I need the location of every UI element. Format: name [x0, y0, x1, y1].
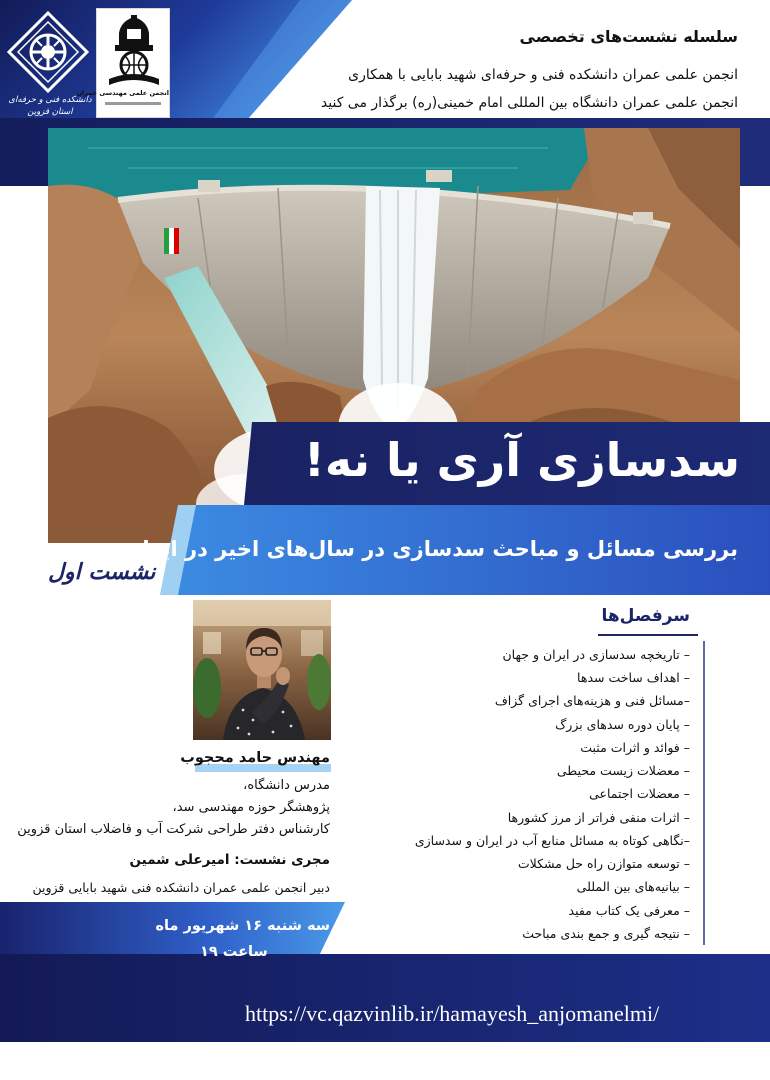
association-logo-subline: [105, 102, 161, 105]
agenda-item: –مسائل فنی و هزینه‌های اجرای گزاف: [494, 693, 690, 708]
session-label: نشست اول: [48, 560, 156, 585]
plant-right: [307, 654, 331, 710]
agenda-item: – اهداف ساخت سدها: [577, 670, 690, 685]
page-subtitle: بررسی مسائل و مباحث سدسازی در سال‌های اخیر در ایران: [124, 537, 738, 561]
association-logo-text: انجمن علمی مهندسی عمران: [76, 89, 169, 97]
agenda-item: – تاریخچه سدسازی در ایران و جهان: [502, 647, 690, 662]
agenda-item: –نگاهی کوتاه به مسائل منابع آب در ایران و سدسازی: [414, 833, 690, 848]
speaker-bio-line: پژوهشگر حوزه مهندسی سد،: [172, 800, 330, 815]
event-date: سه شنبه ۱۶ شهریور ماه: [155, 918, 330, 934]
speaker-hand: [276, 667, 290, 685]
ceiling-lights: [193, 600, 331, 626]
speaker-bio-line: کارشناس دفتر طراحی شرکت آب و فاضلاب استان قزوین: [17, 822, 330, 837]
college-logo-line-2: استان قزوین: [27, 107, 73, 117]
agenda-item: – معضلات اجتماعی: [589, 786, 690, 801]
event-time: ساعت ۱۹: [200, 944, 268, 960]
event-link[interactable]: https://vc.qazvinlib.ir/hamayesh_anjomanelmi/: [245, 1001, 660, 1026]
organizer-line-2: انجمن علمی عمران دانشگاه بین المللی امام خمینی(ره) برگذار می کنید: [320, 95, 738, 111]
agenda-item: – معرفی یک کتاب مفید: [568, 903, 690, 918]
college-logo-text: [4, 94, 96, 118]
plant-left: [193, 658, 221, 718]
agenda-item: – اثرات منفی فراتر از مرز کشورها: [507, 810, 690, 825]
agenda-heading-underline: [598, 634, 698, 636]
host-label: مجری نشست: امیرعلی شمین: [129, 852, 330, 868]
page-title: سدسازی آری یا نه!: [303, 433, 740, 487]
association-logo: [76, 8, 170, 118]
agenda-item: – بیانیه‌های بین المللی: [576, 879, 690, 894]
speaker-photo: [193, 600, 331, 740]
host-role: دبیر انجمن علمی عمران دانشکده فنی شهید بابایی قزوین: [32, 880, 330, 895]
agenda-vertical-rule: [703, 641, 705, 945]
series-title: سلسله نشست‌های تخصصی: [519, 27, 738, 46]
college-emblem-icon: [6, 10, 90, 94]
agenda-item: – پایان دوره سدهای بزرگ: [555, 717, 690, 732]
agenda-heading: سرفصل‌ها: [601, 606, 690, 626]
agenda-item: – فوائد و اثرات مثبت: [580, 740, 690, 755]
college-logo-line-1: دانشکده فنی و حرفه‌ای: [8, 95, 92, 105]
civil-association-emblem-icon: [107, 15, 161, 87]
speaker-name: مهندس حامد محجوب: [180, 750, 330, 766]
organizer-line-1: انجمن علمی عمران دانشکده فنی و حرفه‌ای شهید بابایی با همکاری: [348, 67, 738, 83]
agenda-item: – معضلات زیست محیطی: [556, 763, 690, 778]
bottom-band: [0, 954, 770, 1042]
speaker-bio-line: مدرس دانشگاه،: [243, 778, 330, 793]
agenda-item: – نتیجه گیری و جمع بندی مباحث: [522, 926, 690, 941]
agenda-item: – توسعه متوازن راه حل مشکلات: [517, 856, 690, 871]
